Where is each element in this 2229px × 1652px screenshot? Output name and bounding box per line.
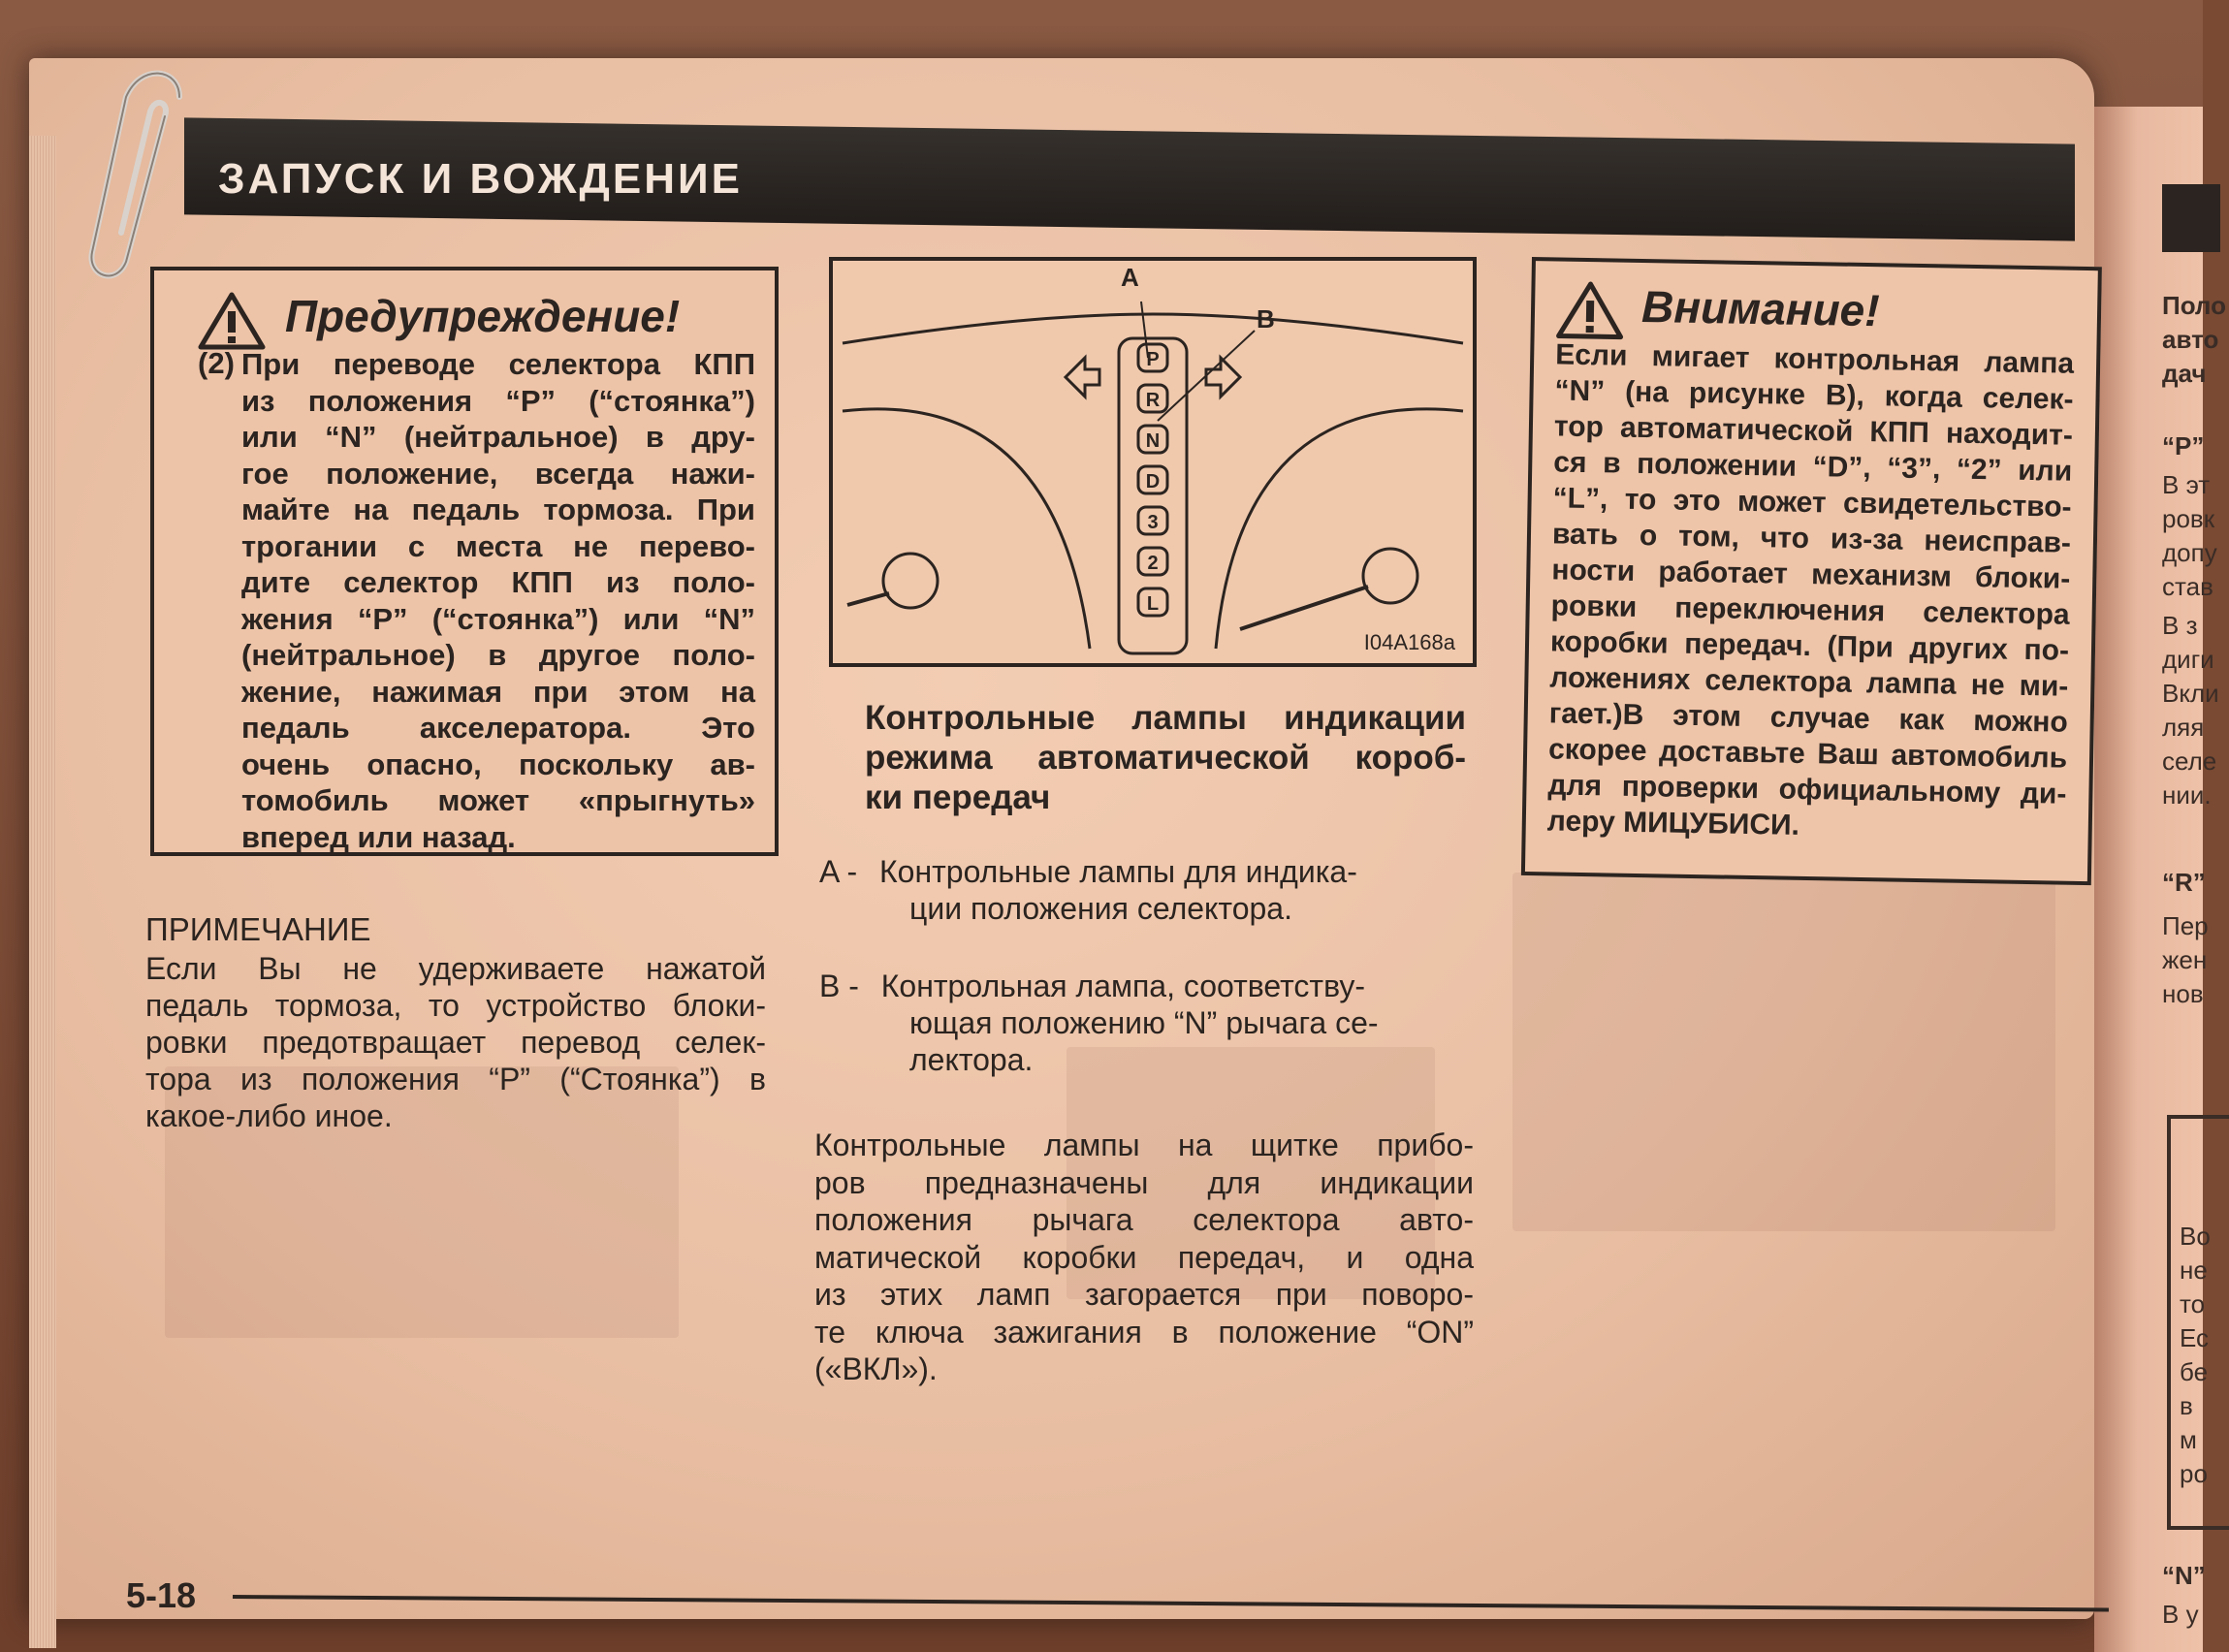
right-page-fragment: то — [2180, 1289, 2206, 1318]
warning-line: вперед или назад. — [241, 819, 516, 854]
attention-box — [1521, 257, 2102, 885]
note-line: какое-либо иное. — [145, 1098, 393, 1133]
right-page-fragment: Вкли — [2162, 679, 2219, 708]
body-line: положения рычага селектора авто- — [814, 1202, 1474, 1237]
right-page-fragment: нов — [2162, 979, 2204, 1008]
right-page-fragment: м — [2180, 1425, 2197, 1454]
attention-line: скорее доставьте Ваш автомобиль — [1547, 733, 2068, 775]
warning-line: педаль акселератора. Это — [241, 711, 755, 745]
attention-line: “L”, то это может свидетельство- — [1552, 482, 2072, 524]
body-line: те ключа зажигания в положение “ON” — [814, 1314, 1474, 1350]
attention-text — [1547, 336, 2075, 847]
note-title: ПРИМЕЧАНИЕ — [145, 911, 371, 947]
right-page-fragment: не — [2180, 1255, 2208, 1285]
right-page-fragment: авто — [2162, 325, 2219, 354]
gear-lamp-label: 2 — [1147, 553, 1159, 574]
body-paragraph — [814, 1127, 1474, 1388]
legend-item-b — [819, 968, 1379, 1078]
attention-line: ложениях селектора лампа не ми- — [1549, 661, 2069, 703]
attention-line: для проверки официальному ди- — [1547, 769, 2067, 810]
legend-item-a-line: Контрольные лампы для индика- — [879, 854, 1357, 889]
attention-line: ности работает механизм блоки- — [1551, 554, 2071, 595]
right-page-header-band — [2162, 184, 2220, 252]
arrow-right-icon — [1206, 358, 1240, 397]
right-page-fragment: Ес — [2180, 1323, 2210, 1352]
legend-item-b-line: лектора. — [909, 1042, 1034, 1077]
right-page-fragment: ро — [2180, 1459, 2208, 1488]
attention-line: тор автоматической КПП находит- — [1553, 410, 2074, 452]
page-edge — [29, 136, 56, 1648]
legend-item-a-line: ции положения селектора. — [909, 891, 1292, 926]
attention-line: ровки переключения селектора — [1550, 589, 2070, 631]
warning-line: томобиль может «прыгнуть» — [241, 783, 755, 817]
figure-label-a: A — [1121, 263, 1139, 292]
chapter-title: ЗАПУСК И ВОЖДЕНИЕ — [218, 155, 743, 203]
warning-triangle-icon — [1556, 280, 1625, 339]
paper-clip-icon — [82, 58, 199, 291]
right-page-fragment: допу — [2162, 538, 2217, 567]
warning-line: дите селектор КПП из поло- — [241, 565, 755, 599]
legend-item-b-line: Контрольная лампа, соответству- — [880, 969, 1366, 1003]
attention-title: Внимание! — [1640, 280, 1881, 336]
section-title-line: режима автоматической короб- — [865, 739, 1466, 777]
warning-line: из положения “P” (“стоянка”) — [241, 383, 755, 418]
section-title-line: Контрольные лампы индикации — [865, 699, 1466, 737]
gear-lamp-label: P — [1146, 349, 1160, 370]
body-line: ров предназначены для индикации — [814, 1164, 1474, 1200]
right-page — [2094, 107, 2226, 1652]
attention-line: ся в положении “D”, “3”, “2” или — [1553, 446, 2073, 488]
warning-box — [150, 267, 779, 856]
attention-line: коробки передач. (При других по- — [1549, 625, 2070, 667]
note-text — [145, 950, 766, 1134]
gear-lamp-label: L — [1146, 593, 1160, 615]
warning-title: Предупреждение! — [285, 291, 681, 341]
warning-line: жения “P” (“стоянка”) или “N” — [241, 601, 755, 636]
warning-line: гое положение, всегда нажи- — [241, 456, 755, 491]
right-page-fragment: “R” — [2162, 868, 2206, 897]
show-through-text — [1513, 873, 2055, 1231]
attention-line: вать о том, что из-за неисправ- — [1551, 518, 2072, 559]
attention-line: “N” (на рисунке B), когда селек- — [1554, 374, 2074, 416]
attention-line: Если мигает контрольная лампа — [1554, 338, 2075, 380]
note-line: педаль тормоза, то устройство блоки- — [145, 988, 766, 1023]
note-line: Если Вы не удерживаете нажатой — [145, 951, 766, 986]
legend-marker-b: B - — [819, 969, 859, 1003]
right-page-fragment: диги — [2162, 645, 2214, 674]
right-page-fragment: ляя — [2162, 713, 2205, 742]
attention-line: леру МИЦУБИСИ. — [1546, 805, 1800, 842]
right-page-fragment: “N” — [2162, 1561, 2206, 1590]
gear-lamp-label: D — [1145, 471, 1161, 492]
warning-line: очень опасно, поскольку ав- — [241, 747, 755, 781]
warning-line: трогании с места не перево- — [241, 528, 755, 563]
gear-lamp-label: N — [1145, 430, 1161, 452]
gear-lamp-label: 3 — [1147, 512, 1159, 533]
warning-line: майте на педаль тормоза. При — [241, 492, 755, 526]
indicator-figure — [829, 257, 1477, 667]
right-page-fragment: Пер — [2162, 911, 2209, 940]
warning-triangle-icon — [198, 292, 266, 350]
right-page-fragment: жен — [2162, 945, 2208, 974]
page-number: 5-18 — [126, 1575, 197, 1615]
right-page-fragment: В з — [2162, 611, 2198, 640]
right-page-fragment: бе — [2180, 1357, 2209, 1386]
right-page-fragment: в — [2180, 1391, 2193, 1420]
right-page-fragment: Поло — [2162, 291, 2226, 320]
warning-line: (нейтральное) в другое поло- — [241, 638, 755, 672]
right-page-fragment: “P” — [2162, 431, 2205, 461]
warning-line: жение, нажимая при этом на — [241, 674, 755, 709]
legend-item-b-line: ющая положению “N” рычага се- — [909, 1005, 1379, 1040]
body-line: матической коробки передач, и одна — [814, 1239, 1474, 1275]
warning-item-number: (2) — [198, 346, 235, 380]
section-title-line: ки передач — [865, 778, 1051, 816]
gear-lamp-label: R — [1145, 390, 1161, 411]
right-page-fragment: В эт — [2162, 470, 2211, 499]
right-page-fragment: селе — [2162, 747, 2217, 776]
note-line: тора из положения “P” (“Стоянка”) в — [145, 1062, 766, 1096]
arrow-left-icon — [1066, 358, 1099, 397]
right-page-fragment: ровк — [2162, 504, 2215, 533]
body-line: из этих ламп загорается при поворо- — [814, 1277, 1474, 1312]
right-page-fragment: нии. — [2162, 780, 2212, 810]
figure-label-b: B — [1257, 304, 1275, 334]
legend-item-a — [819, 853, 1357, 927]
warning-line: При переводе селектора КПП — [241, 347, 755, 381]
body-line: («ВКЛ»). — [814, 1351, 938, 1386]
body-line: Контрольные лампы на щитке прибо- — [814, 1128, 1474, 1162]
attention-line: гает.)В этом случае как можно — [1548, 697, 2068, 739]
figure-code: I04A168a — [1363, 630, 1455, 654]
right-page-fragment: дач — [2162, 359, 2207, 388]
warning-text — [241, 346, 755, 855]
right-page-fragment: став — [2162, 572, 2213, 601]
warning-line: или “N” (нейтральное) в дру- — [241, 420, 755, 454]
legend-marker-a: A - — [819, 854, 858, 889]
note-line: ровки предотвращает перевод селек- — [145, 1025, 766, 1060]
section-title — [865, 698, 1466, 817]
instrument-cluster-drawing — [833, 261, 1473, 663]
right-page-fragment: Во — [2180, 1222, 2211, 1251]
right-page-fragment: В у — [2162, 1600, 2199, 1629]
